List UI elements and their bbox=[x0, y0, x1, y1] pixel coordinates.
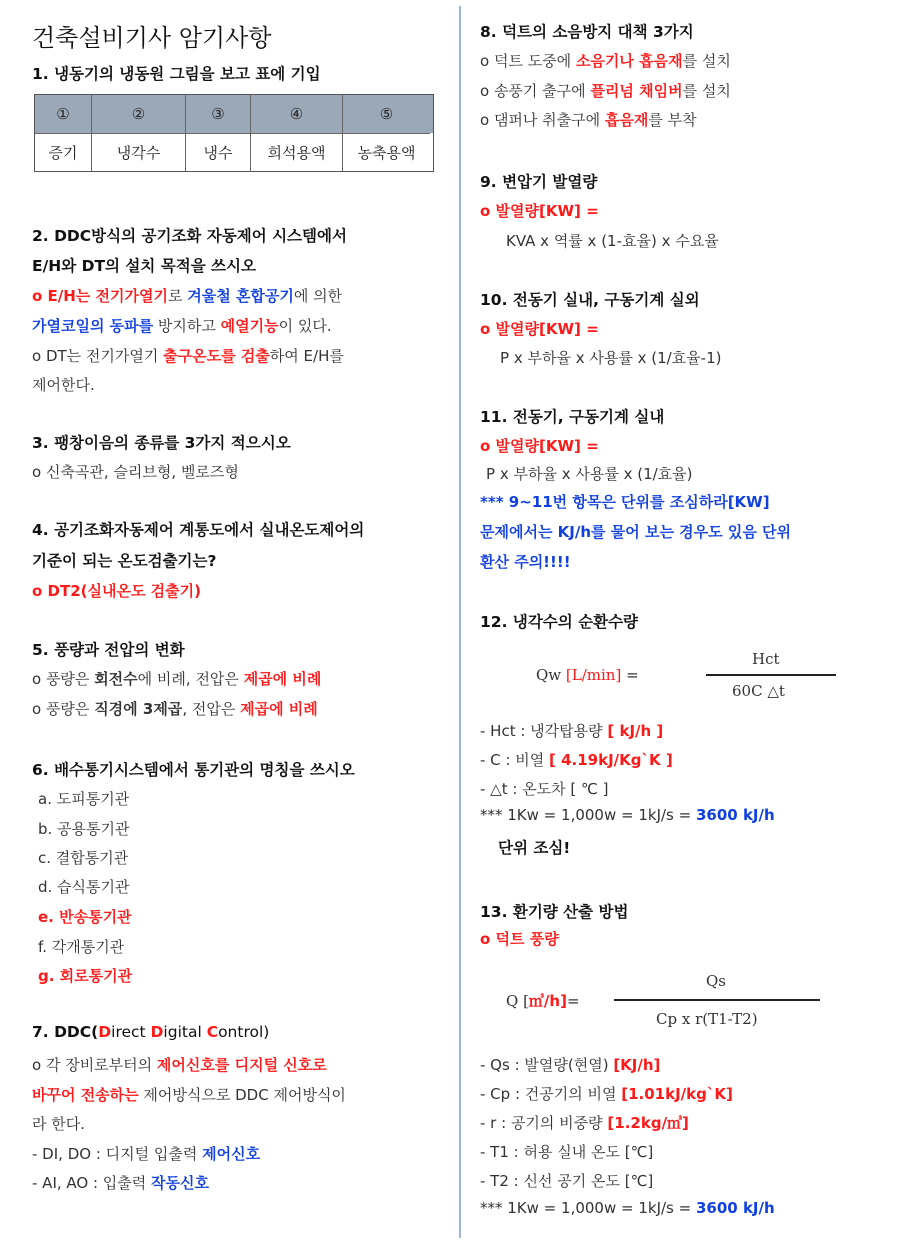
q3-answer: o 신축곡관, 슬리브형, 벨로즈형 bbox=[32, 463, 239, 481]
refrigerant-table bbox=[34, 94, 434, 172]
highlight-red: [KJ/h] bbox=[613, 1056, 661, 1074]
q6-heading: 6. 배수통기시스템에서 통기관의 명칭을 쓰시오 bbox=[32, 761, 355, 779]
text: 에 의한 bbox=[293, 287, 343, 305]
text: igital bbox=[163, 1023, 207, 1041]
table-row bbox=[35, 133, 433, 171]
text: ontrol) bbox=[218, 1023, 270, 1041]
highlight-red: C bbox=[206, 1023, 219, 1041]
q11-sub: o 발열량[KW] = bbox=[480, 437, 599, 455]
q7-line1 bbox=[32, 1054, 327, 1075]
highlight-red: 제곱에 비례 bbox=[240, 700, 318, 718]
highlight-red: 흡음재 bbox=[604, 111, 649, 129]
q13-denominator: Cp x r(T1-T2) bbox=[656, 1010, 758, 1028]
q9-formula: KVA x 역률 x (1-효율) x 수요율 bbox=[506, 232, 719, 250]
q11-formula: P x 부하율 x 사용률 x (1/효율) bbox=[486, 465, 693, 483]
text: o 풍량은 bbox=[32, 700, 95, 718]
q4-answer: o DT2(실내온도 검출기) bbox=[32, 582, 202, 600]
q13-sub: o 덕트 풍량 bbox=[480, 930, 559, 948]
list-item-highlight: g. 회로통기관 bbox=[38, 967, 133, 985]
text: o DT는 전기가열기 bbox=[32, 347, 164, 365]
text: *** 1Kw = 1,000w = 1kJ/s = bbox=[480, 806, 696, 824]
q3-heading: 3. 팽창이음의 종류를 3가지 적으시오 bbox=[32, 434, 291, 452]
text: 에 비례, 전압은 bbox=[137, 670, 244, 688]
fraction-bar bbox=[614, 999, 820, 1001]
text: o 각 장비로부터의 bbox=[32, 1056, 157, 1074]
text: - Qs : 발열량(현열) bbox=[480, 1056, 614, 1074]
q13-conversion bbox=[480, 1199, 775, 1217]
q8-line2 bbox=[480, 80, 731, 101]
text: o 풍량은 bbox=[32, 670, 95, 688]
highlight-red: D bbox=[150, 1023, 164, 1041]
page-title: 건축설비기사 암기사항 bbox=[32, 24, 272, 52]
text: 하여 E/H를 bbox=[269, 347, 344, 365]
text: 를 설치 bbox=[682, 52, 731, 70]
q13-def3 bbox=[480, 1112, 689, 1133]
highlight-red: D bbox=[98, 1023, 112, 1041]
q10-sub: o 발열량[KW] = bbox=[480, 320, 599, 338]
text: - r : 공기의 비중량 bbox=[480, 1114, 608, 1132]
highlight-red: 예열기능 bbox=[220, 317, 279, 335]
q4-heading-line2: 기준이 되는 온도검출기는? bbox=[32, 552, 217, 570]
q13-numerator: Qs bbox=[706, 972, 726, 990]
q7-line2 bbox=[32, 1084, 346, 1105]
bold-text: 회전수 bbox=[94, 670, 138, 688]
q12-numerator: Hct bbox=[752, 650, 780, 668]
text: 로 bbox=[167, 287, 188, 305]
q11-note1: *** 9~11번 항목은 단위를 조심하라[KW] bbox=[480, 493, 770, 511]
text: = bbox=[566, 992, 580, 1010]
text: irect bbox=[111, 1023, 151, 1041]
q10-heading: 10. 전동기 실내, 구동기계 실외 bbox=[480, 291, 700, 309]
table-header-cell: ② bbox=[92, 95, 186, 133]
q8-line3 bbox=[480, 109, 697, 130]
q12-formula-lhs bbox=[536, 666, 639, 684]
q13-heading: 13. 환기량 산출 방법 bbox=[480, 903, 629, 921]
text: - C : 비열 bbox=[480, 751, 549, 769]
text: 방지하고 bbox=[153, 317, 221, 335]
text: Qw bbox=[536, 666, 566, 684]
list-item: f. 각개통기관 bbox=[38, 938, 125, 956]
text: o 송풍기 출구에 bbox=[480, 82, 591, 100]
list-item: a. 도피통기관 bbox=[38, 790, 130, 808]
highlight-red: 제곱에 비례 bbox=[243, 670, 322, 688]
highlight-blue: 제어신호 bbox=[202, 1145, 261, 1163]
highlight-blue: 겨울철 혼합공기 bbox=[187, 287, 294, 305]
q12-caution: 단위 조심! bbox=[498, 839, 571, 857]
q2-heading-line1: 2. DDC방식의 공기조화 자동제어 시스템에서 bbox=[32, 227, 347, 245]
highlight-blue: 작동신호 bbox=[151, 1174, 210, 1192]
highlight-blue: 3600 kJ/h bbox=[695, 806, 775, 824]
highlight-red: ㎥/h] bbox=[528, 992, 567, 1010]
q11-note3: 환산 주의!!!! bbox=[480, 553, 571, 571]
highlight-red: 플리넘 채임버 bbox=[590, 82, 683, 100]
highlight-red: [L/min] bbox=[565, 666, 622, 684]
text: o 덕트 도중에 bbox=[480, 52, 576, 70]
q2-answer-line2 bbox=[32, 315, 332, 336]
table-header-cell: ⑤ bbox=[379, 105, 394, 123]
q7-line4 bbox=[32, 1143, 260, 1164]
highlight-red: 소음기나 흡음재 bbox=[575, 52, 683, 70]
q13-def1 bbox=[480, 1054, 660, 1075]
list-item-highlight: e. 반송통기관 bbox=[38, 908, 132, 926]
table-cell: 농축용액 bbox=[343, 133, 430, 171]
text: *** 1Kw = 1,000w = 1kJ/s = bbox=[480, 1199, 696, 1217]
q7-line3: 라 한다. bbox=[32, 1115, 86, 1133]
q2-answer-line4: 제어한다. bbox=[32, 376, 95, 394]
table-cell: 냉수 bbox=[186, 133, 251, 171]
q8-heading: 8. 덕트의 소음방지 대책 3가지 bbox=[480, 23, 694, 41]
text: - Cp : 건공기의 비열 bbox=[480, 1085, 622, 1103]
text: - Hct : 냉각탑용량 bbox=[480, 722, 608, 740]
highlight-red: [ kJ/h ] bbox=[607, 722, 664, 740]
q11-note2: 문제에서는 KJ/h를 물어 보는 경우도 있음 단위 bbox=[480, 523, 792, 541]
q2-answer-line1 bbox=[32, 285, 342, 306]
q12-def1 bbox=[480, 720, 663, 741]
table-cell: 희석용액 bbox=[251, 133, 343, 171]
bold-text: 직경에 3제곱 bbox=[94, 700, 183, 718]
table-header-cell: ③ bbox=[186, 95, 251, 133]
list-item: d. 습식통기관 bbox=[38, 878, 130, 896]
column-divider bbox=[459, 6, 461, 1238]
q2-heading-line2: E/H와 DT의 설치 목적을 쓰시오 bbox=[32, 257, 256, 275]
q13-formula-lhs bbox=[506, 990, 580, 1011]
q4-heading-line1: 4. 공기조화자동제어 계통도에서 실내온도제어의 bbox=[32, 521, 365, 539]
q7-heading bbox=[32, 1023, 269, 1041]
list-item: b. 공용통기관 bbox=[38, 820, 130, 838]
text: 이 있다. bbox=[278, 317, 332, 335]
highlight-blue: 가열코일의 동파를 bbox=[32, 317, 154, 335]
q12-conversion bbox=[480, 806, 775, 824]
table-header-cell: ④ bbox=[251, 95, 343, 133]
highlight-red: o E/H는 전기가열기 bbox=[32, 287, 168, 305]
table-header-cell: ① bbox=[35, 95, 92, 133]
text: o 댐퍼나 취출구에 bbox=[480, 111, 605, 129]
text: - AI, AO : 입출력 bbox=[32, 1174, 152, 1192]
q11-heading: 11. 전동기, 구동기계 실내 bbox=[480, 408, 665, 426]
text: - DI, DO : 디지털 입출력 bbox=[32, 1145, 203, 1163]
q1-heading: 1. 냉동기의 냉동원 그림을 보고 표에 기입 bbox=[32, 65, 321, 83]
q5-line2 bbox=[32, 698, 318, 719]
q9-heading: 9. 변압기 발열량 bbox=[480, 173, 598, 191]
highlight-red: 바꾸어 전송하는 bbox=[32, 1086, 139, 1104]
text: = bbox=[621, 666, 639, 684]
list-item: c. 결합통기관 bbox=[38, 849, 129, 867]
text: 제어방식으로 DDC 제어방식이 bbox=[138, 1086, 346, 1104]
highlight-red: 제어신호를 디지털 신호로 bbox=[156, 1056, 327, 1074]
text: , 전압은 bbox=[182, 700, 241, 718]
q12-def2 bbox=[480, 749, 673, 770]
q12-denominator: 60C △t bbox=[732, 682, 785, 700]
q13-def2 bbox=[480, 1083, 733, 1104]
q13-def4: - T1 : 허용 실내 온도 [℃] bbox=[480, 1143, 654, 1161]
table-header-row bbox=[35, 95, 433, 133]
fraction-bar bbox=[706, 674, 836, 676]
highlight-red: 출구온도를 검출 bbox=[163, 347, 270, 365]
text: 를 부착 bbox=[648, 111, 697, 129]
q5-line1 bbox=[32, 668, 321, 689]
table-cell: 냉각수 bbox=[92, 133, 186, 171]
q10-formula: P x 부하율 x 사용률 x (1/효율-1) bbox=[500, 349, 722, 367]
text: 를 설치 bbox=[682, 82, 731, 100]
highlight-red: [ 4.19kJ/Kg`K ] bbox=[549, 751, 673, 769]
highlight-red: [1.2kg/㎥] bbox=[607, 1114, 689, 1132]
highlight-red: [1.01kJ/kg`K] bbox=[621, 1085, 733, 1103]
q5-heading: 5. 풍량과 전압의 변화 bbox=[32, 641, 185, 659]
text: 7. DDC( bbox=[32, 1023, 99, 1041]
text: Q [ bbox=[506, 992, 529, 1010]
q13-def5: - T2 : 신선 공기 온도 [℃] bbox=[480, 1172, 654, 1190]
q12-def3: - △t : 온도차 [ ℃ ] bbox=[480, 780, 609, 798]
q9-sub: o 발열량[KW] = bbox=[480, 202, 599, 220]
q7-line5 bbox=[32, 1172, 209, 1193]
highlight-blue: 3600 kJ/h bbox=[695, 1199, 775, 1217]
q8-line1 bbox=[480, 50, 731, 71]
table-cell: 증기 bbox=[35, 133, 92, 171]
q12-heading: 12. 냉각수의 순환수량 bbox=[480, 613, 639, 631]
q2-answer-line3 bbox=[32, 345, 344, 366]
